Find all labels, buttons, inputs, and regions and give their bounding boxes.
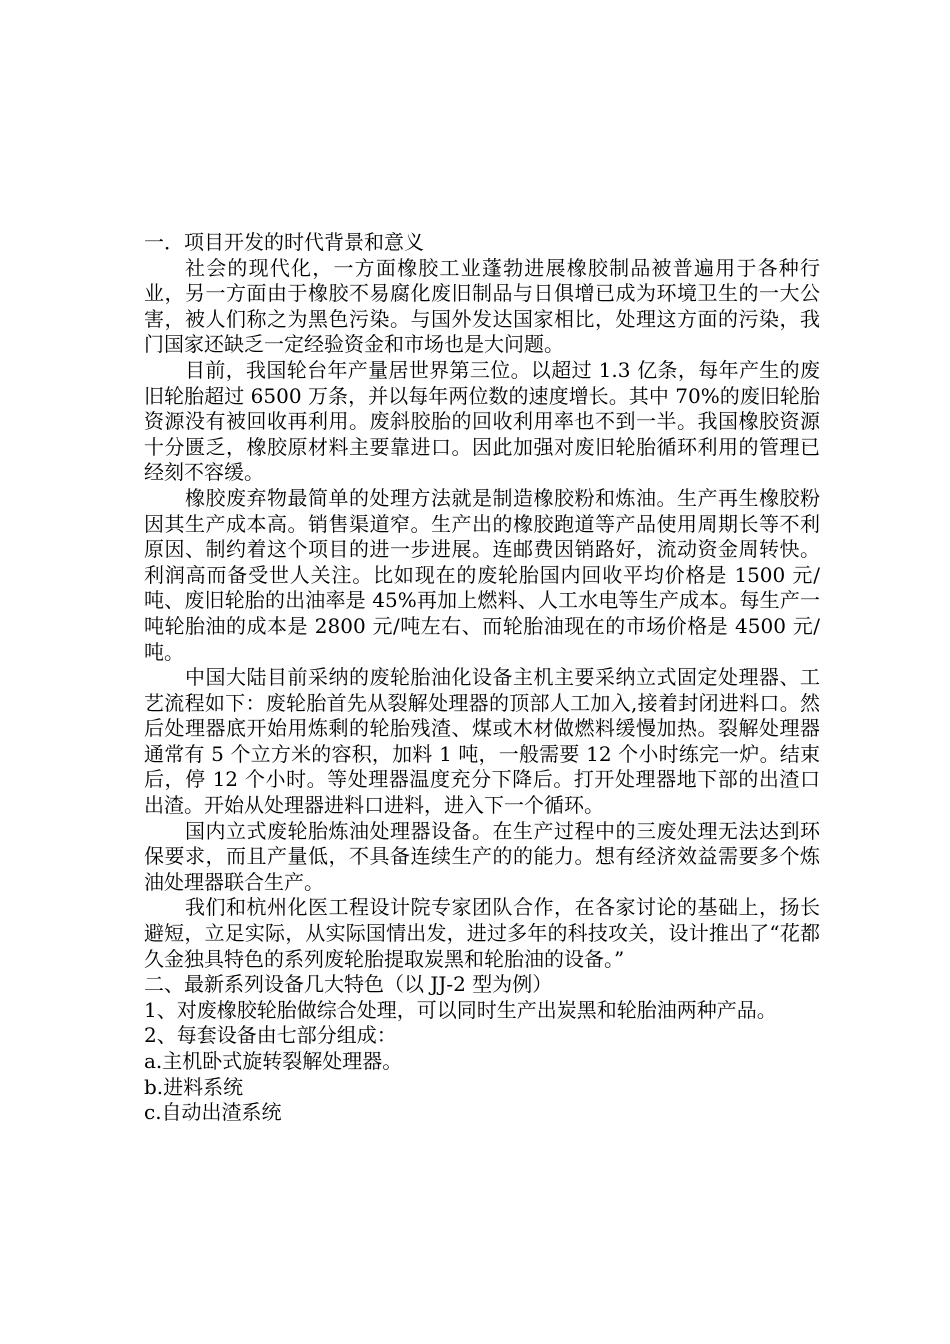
feature-item-1: 1、对废橡胶轮胎做综合处理，可以同时生产出炭黑和轮胎油两种产品。 [144, 997, 777, 1022]
section-1-paragraph-3: 橡胶废弃物最简单的处理方法就是制造橡胶粉和炼油。生产再生橡胶粉因其生产成本高。销售渠道窄。生产出的橡胶跑道等产品使用周期长等不利原因、制约着这个项目的进一步进展。连邮费因销路好，流动资金周转快。利润高而备受世人关注。比如现在的废轮胎国内回收平均价格是 1500 元/吨、废旧轮胎的出油率是 45%再加上燃料、人工水电等生产成本。每生产一吨轮胎油的成本是 2800 元/吨左右、而轮胎油现在的市场价格是 4500 元/吨。 [144, 485, 820, 664]
component-item-a: a.主机卧式旋转裂解处理器。 [144, 1049, 403, 1073]
component-item-b: b.进料系统 [144, 1074, 244, 1099]
section-1-paragraph-6: 我们和杭州化医工程设计院专家团队合作，在各家讨论的基础上，扬长避短，立足实际，从实际国情出发，进过多年的科技攻关，设计推出了“花都久金独具特色的系列废轮胎提取炭黑和轮胎油的设备。” [144, 895, 820, 971]
document-body [144, 230, 820, 1126]
section-1-paragraph-4: 中国大陆目前采纳的废轮胎油化设备主机主要采纳立式固定处理器、工艺流程如下：废轮胎首先从裂解处理器的顶部人工加入,接着封闭进料口。然后处理器底开始用炼剩的轮胎残渣、煤或木材做燃料缓慢加热。裂解处理器通常有 5 个立方米的容积，加料 1 吨，一般需要 12 个小时练完一炉。结束后，停 12 个小时。等处理器温度充分下降后。打开处理器地下部的出渣口出渣。开始从处理器进料口进料，进入下一个循环。 [144, 665, 820, 818]
section-1-heading: 一．项目开发的时代背景和意义 [144, 230, 424, 254]
feature-item-2: 2、每套设备由七部分组成： [144, 1023, 397, 1048]
section-2-heading: 二、最新系列设备几大特色（以 JJ-2 型为例） [144, 972, 553, 997]
section-1-paragraph-5: 国内立式废轮胎炼油处理器设备。在生产过程中的三废处理无法达到环保要求，而且产量低，不具备连续生产的的能力。想有经济效益需要多个炼油处理器联合生产。 [144, 818, 820, 894]
section-1-paragraph-1: 社会的现代化，一方面橡胶工业蓬勃进展橡胶制品被普遍用于各种行业，另一方面由于橡胶不易腐化废旧制品与日俱增已成为环境卫生的一大公害，被人们称之为黑色污染。与国外发达国家相比，处理这方面的污染，我门国家还缺乏一定经验资金和市场也是大问题。 [144, 255, 820, 357]
component-item-c: c.自动出渣系统 [144, 1100, 282, 1125]
section-1-paragraph-2: 目前，我国轮台年产量居世界第三位。以超过 1.3 亿条，每年产生的废旧轮胎超过 6500 万条，并以每年两位数的速度增长。其中 70%的废旧轮胎资源没有被回收再利用。废斜胶胎的回收利用率也不到一半。我国橡胶资源十分匮乏，橡胶原材料主要靠进口。因此加强对废旧轮胎循环利用的管理已经刻不容缓。 [144, 357, 820, 485]
